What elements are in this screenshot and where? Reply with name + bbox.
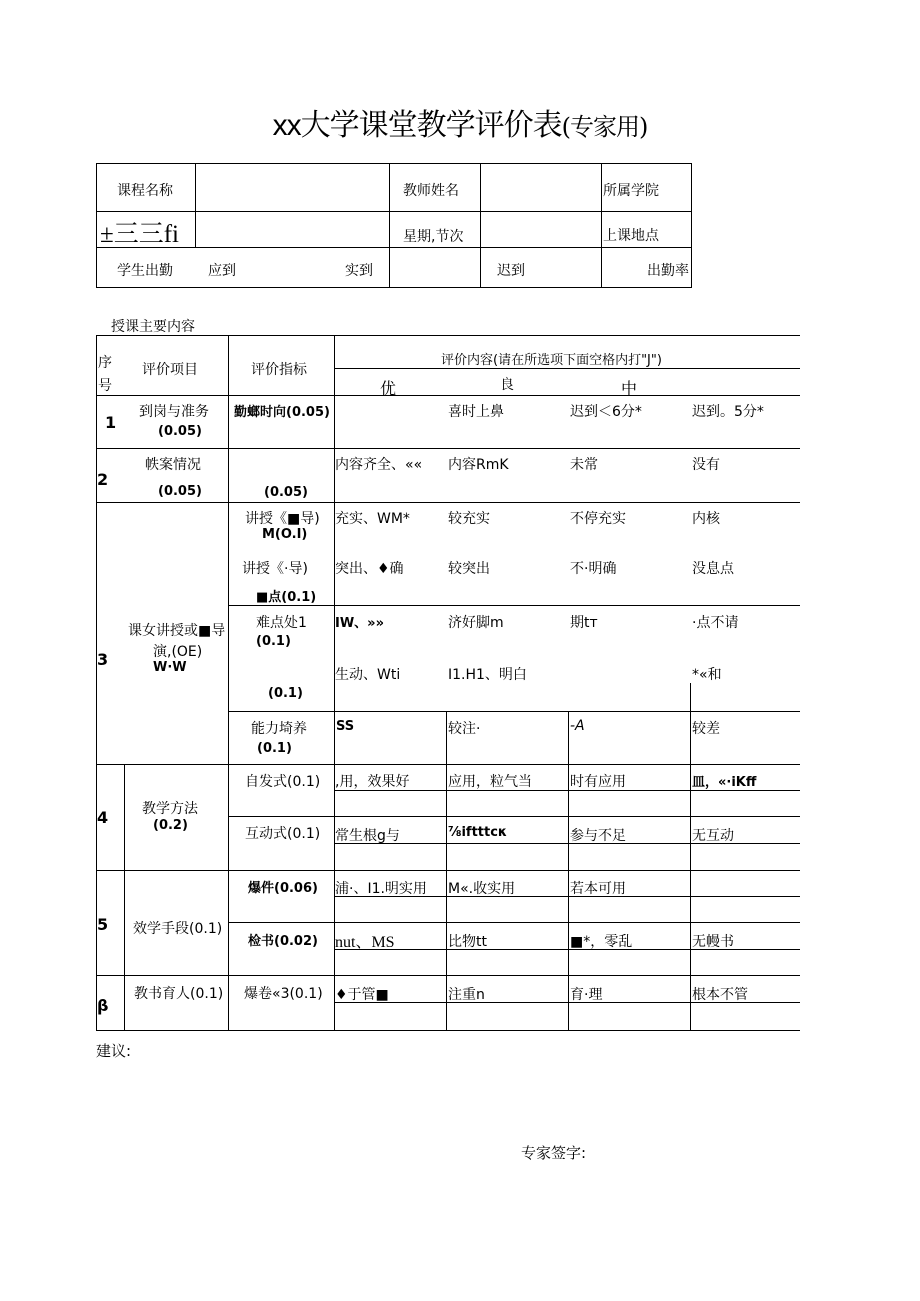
- row5-s2-c1: nut、MS: [335, 934, 395, 951]
- row3-s1-c4: 内核: [692, 511, 720, 527]
- row4-item: 教学方法: [142, 801, 198, 817]
- row3-s3-ind-b: (0.1): [256, 634, 291, 649]
- row5-s1-c3: 若本可用: [570, 881, 626, 897]
- seq-header-top: 序: [98, 355, 112, 371]
- should-attend-label: 应到: [208, 263, 236, 279]
- row3-s4-ind-b: (0.1): [257, 741, 292, 756]
- rate-label: 出勤率: [647, 263, 689, 279]
- row2-c1: 内容齐全、««: [335, 457, 423, 473]
- expert-sign-label: 专家签字:: [521, 1144, 587, 1162]
- title-sub: (专家用): [561, 113, 648, 141]
- row3-s2-c1: 突出、♦确: [335, 561, 404, 577]
- row3-s1-c2: 较充实: [448, 511, 490, 527]
- teacher-name-label: 教师姓名: [403, 183, 459, 199]
- row1-item: 到岗与准务: [139, 404, 209, 420]
- row4-s2-c1: 常生根g与: [335, 828, 400, 844]
- grade-a-header: 优: [380, 379, 397, 398]
- row4-s2-ind: 互动式(0.1): [245, 826, 321, 842]
- row5-s2-c2: 比物tt: [448, 934, 487, 950]
- row3-item-b: 演,(OE): [153, 644, 203, 660]
- row1-num: 1: [105, 413, 117, 432]
- row3-s3-c4: ·点不请: [692, 615, 739, 631]
- row5-s2-c4: 无幔书: [692, 934, 734, 950]
- row6-indicator: 爆卷«3(0.1): [244, 986, 323, 1002]
- row1-indicator: 勤螂时向(0.05): [234, 405, 330, 420]
- row6-num: β: [97, 996, 109, 1015]
- row3-s2-c4: 没息点: [692, 561, 734, 577]
- row6-c1: ♦于管■: [335, 987, 389, 1003]
- row5-s1-ind: 爆件(0.06): [248, 881, 318, 896]
- row5-s1-c1: 浦·、I1.明实用: [335, 881, 427, 897]
- grade-c-header: 中: [621, 379, 638, 398]
- seq-header-bottom: 号: [98, 378, 112, 394]
- row2-num: 2: [97, 470, 109, 489]
- row4-num: 4: [97, 808, 109, 827]
- row4-s1-ind: 自发式(0.1): [245, 774, 321, 790]
- row4-s1-c4: 皿，«·iKff: [692, 775, 757, 790]
- row3-item-a: 课女讲授或■导: [128, 623, 226, 639]
- row3-s3-c2: 济好脚m: [448, 615, 504, 631]
- row5-s1-c2: M«.收实用: [448, 881, 516, 897]
- row3-s2-c2: 较突出: [448, 561, 490, 577]
- garbled-label: ±三三fi: [100, 221, 179, 248]
- row6-c4: 根本不管: [692, 987, 748, 1003]
- row3-item-c: W·W: [153, 660, 187, 675]
- row1-weight: (0.05): [158, 424, 202, 439]
- row6-c3: 育·理: [570, 987, 603, 1003]
- row4-s2-c2: ⅞iftttcκ: [448, 825, 508, 840]
- row1-c3: 迟到＜6分*: [570, 404, 642, 420]
- row1-c2: 喜时上鼻: [448, 404, 504, 420]
- row2-c4: 没有: [692, 457, 720, 473]
- row2-ind-weight: (0.05): [264, 485, 308, 500]
- row3-s3-c3: 期tт: [570, 615, 598, 631]
- page-title: [0, 100, 920, 144]
- row6-c2: 注重n: [448, 987, 485, 1003]
- item-header: 评价项目: [142, 362, 198, 378]
- row1-c4: 迟到。5分*: [692, 404, 764, 420]
- suggestion-label: 建议:: [96, 1042, 132, 1060]
- weekday-period-label: 星期,节次: [403, 229, 464, 245]
- row3-s2-c3: 不·明确: [570, 561, 617, 577]
- content-header: 评价内容(请在所选项下面空格内打"J"): [441, 353, 662, 368]
- row3-s3-d1: 生动、Wti: [335, 667, 401, 683]
- row2-c2: 内容RmK: [448, 457, 509, 473]
- row5-s2-c3: ■*，零乱: [570, 934, 633, 950]
- row3-s2-ind-a: 讲授《·导): [242, 561, 308, 577]
- row4-s2-c3: 参与不足: [570, 828, 626, 844]
- row4-weight: (0.2): [153, 818, 188, 833]
- row3-s3-d4: *«和: [692, 667, 722, 683]
- row3-s3-ind-c: (0.1): [268, 686, 303, 701]
- indicator-header: 评价指标: [251, 362, 307, 378]
- row3-s4-c3: -A: [570, 718, 585, 734]
- attendance-label: 学生出勤: [117, 263, 173, 279]
- row3-s4-ind-a: 能力埼养: [251, 721, 307, 737]
- row2-item: 帙案情况: [145, 457, 201, 473]
- row4-s1-c1: ,用，效果好: [335, 774, 410, 790]
- actual-label: 实到: [345, 263, 373, 279]
- row5-item: 效学手段(0.1): [133, 921, 223, 937]
- row5-num: 5: [97, 915, 109, 934]
- row3-s4-c4: 较差: [692, 721, 720, 737]
- location-label: 上课地点: [603, 228, 659, 244]
- title-main: xx大学课堂教学评价表: [272, 109, 562, 142]
- row4-s2-c4: 无互动: [692, 828, 734, 844]
- row3-s4-c1: SS: [336, 719, 355, 734]
- row2-weight: (0.05): [158, 484, 202, 499]
- course-name-label: 课程名称: [117, 183, 173, 199]
- row3-s3-d2: I1.H1、明白: [448, 667, 527, 683]
- row3-s4-c2: 较注·: [448, 721, 481, 737]
- row3-s1-c3: 不停充实: [570, 511, 626, 527]
- row2-c3: 未常: [570, 457, 598, 473]
- row3-s3-ind-a: 难点处1: [256, 615, 307, 631]
- main-content-label: 授课主要内容: [111, 319, 195, 335]
- row4-s1-c3: 时有应用: [570, 774, 626, 790]
- row3-s3-c1: IW、»»: [335, 616, 384, 631]
- row3-s1-ind-b: M(O.I): [262, 527, 308, 542]
- row4-s1-c2: 应用，粒气当: [448, 774, 532, 790]
- row5-s2-ind: 检书(0.02): [248, 934, 318, 949]
- grade-b-header: 良: [500, 377, 514, 393]
- late-label: 迟到: [497, 263, 525, 279]
- row3-num: 3: [97, 650, 109, 669]
- row3-s1-ind-a: 讲授《■导): [245, 511, 320, 527]
- row6-item: 教书育人(0.1): [134, 986, 224, 1002]
- college-label: 所属学院: [603, 183, 659, 199]
- row3-s2-ind-b: ■点(0.1): [256, 590, 317, 605]
- row3-s1-c1: 充实、WM*: [335, 511, 410, 527]
